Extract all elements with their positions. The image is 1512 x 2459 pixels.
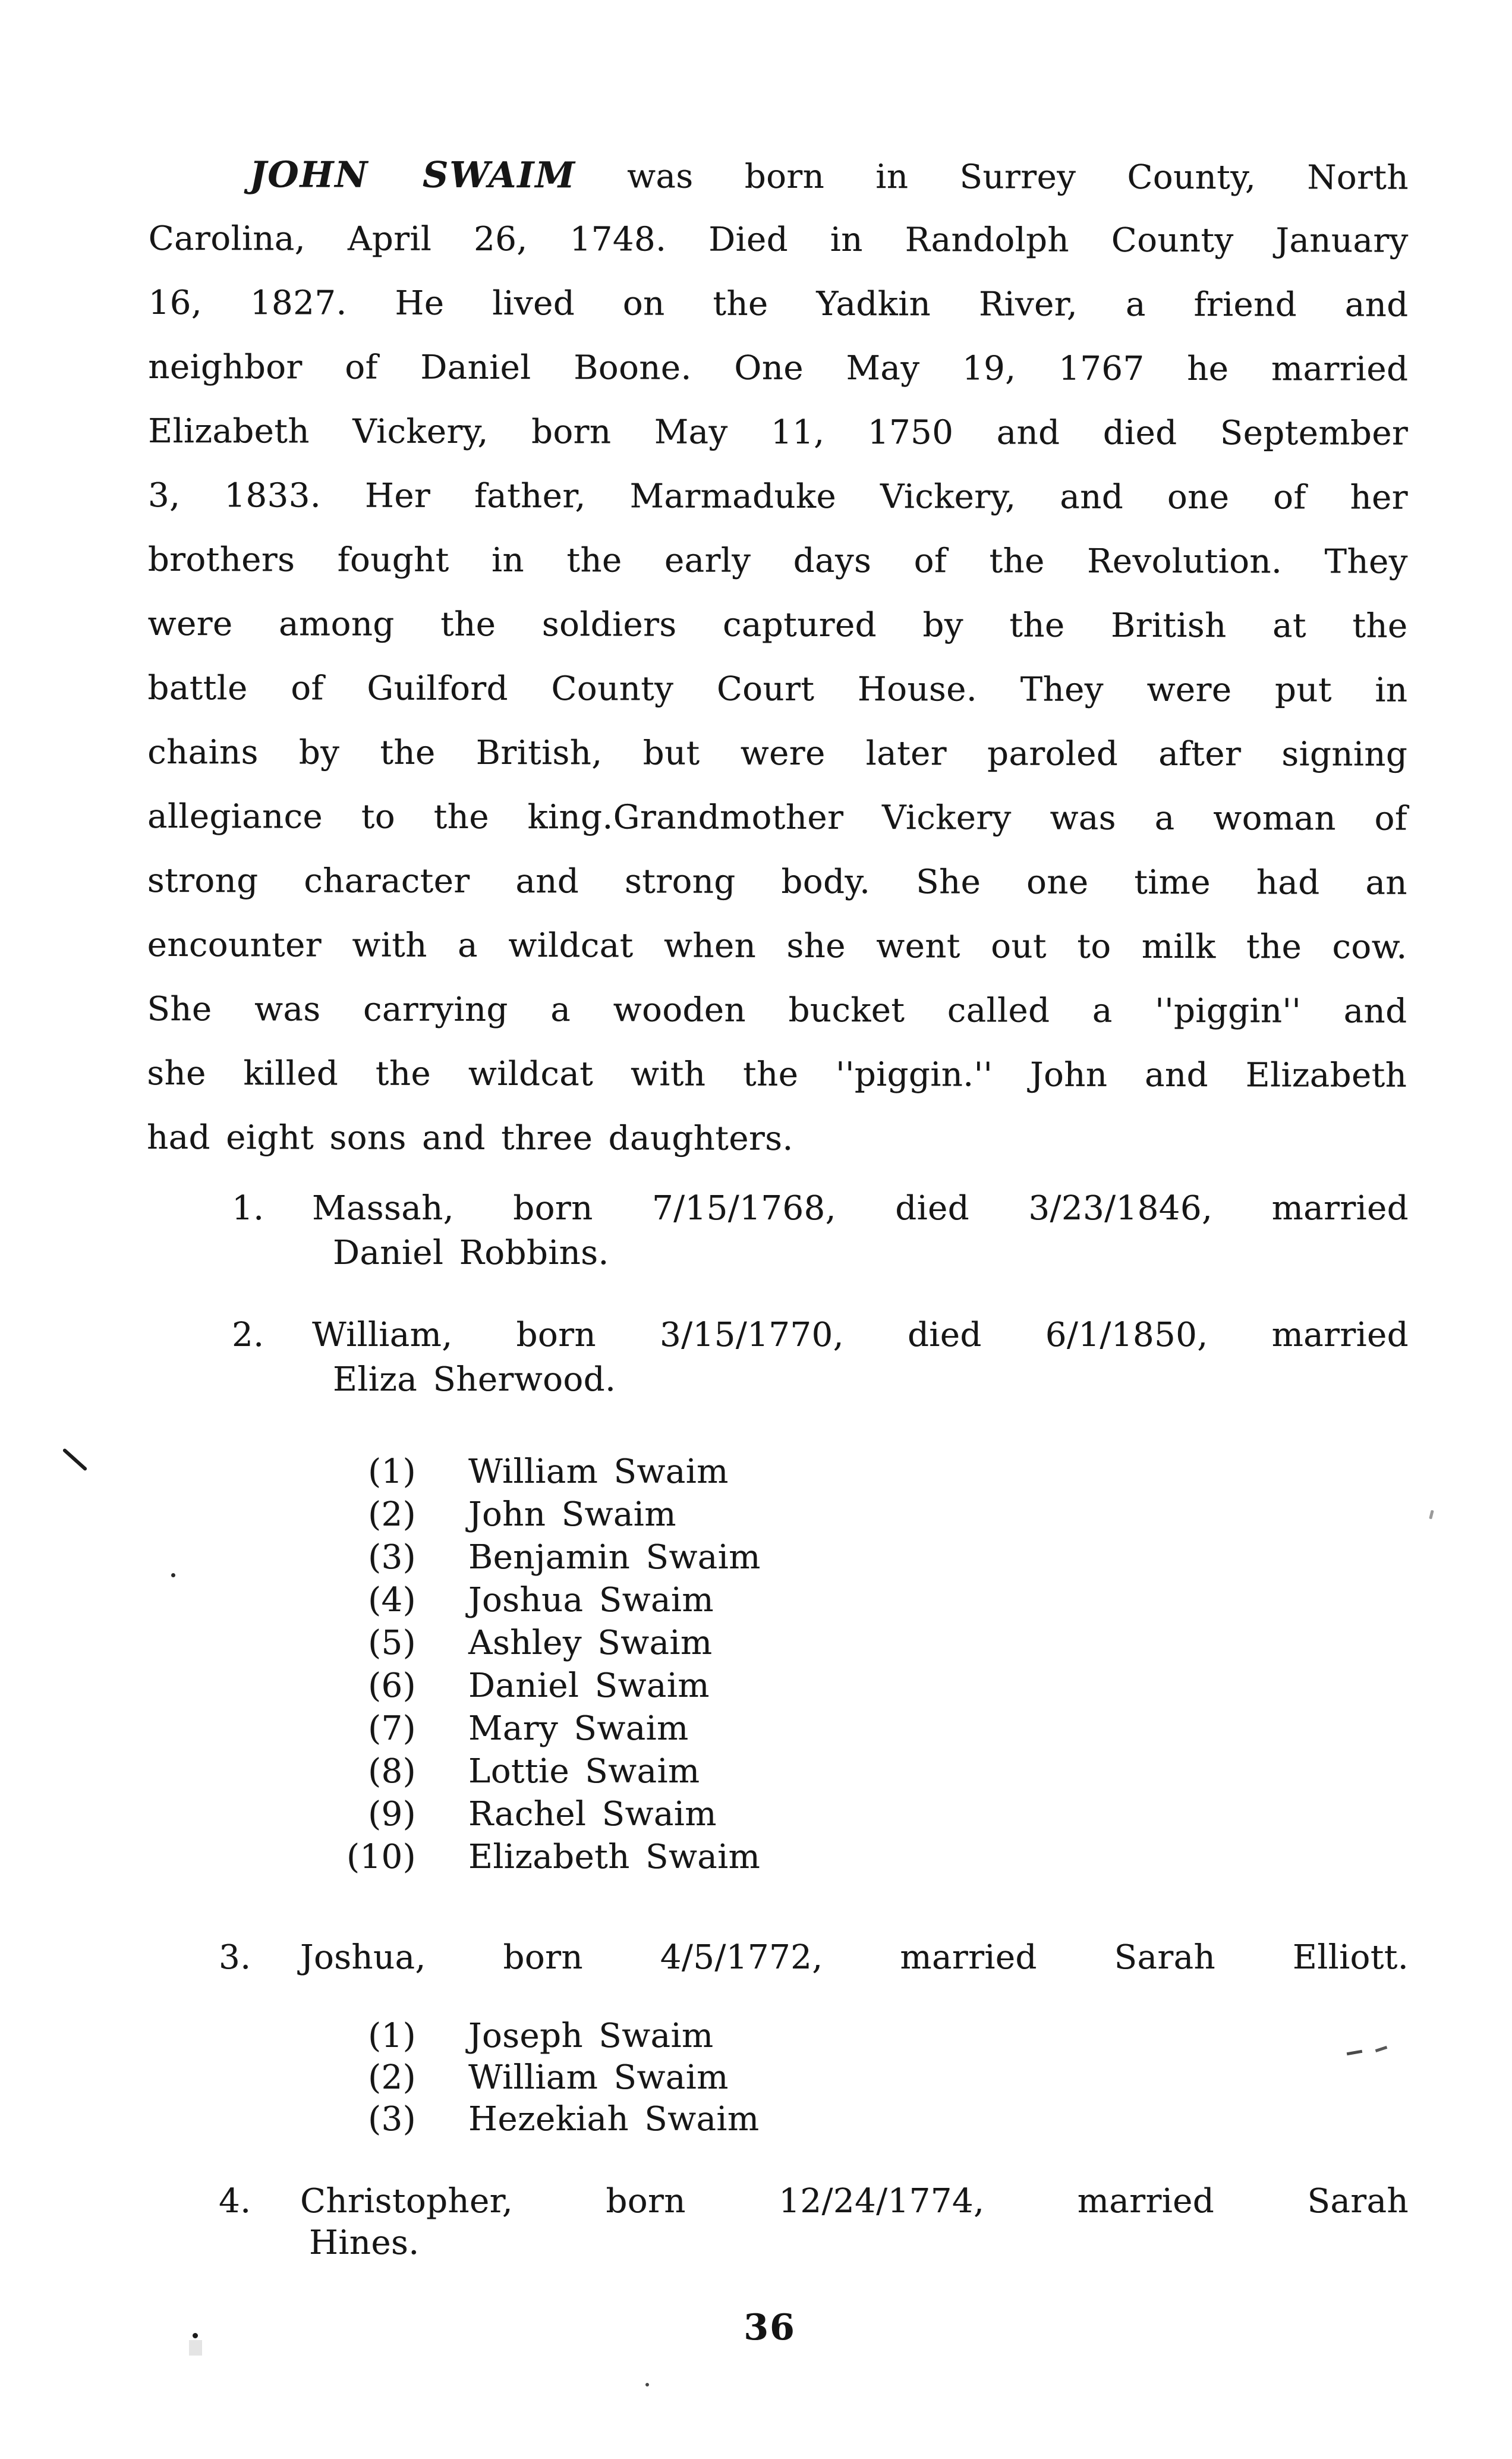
paragraph-line: Elizabeth Vickery, born May 11, 1750 and died September	[148, 411, 1409, 453]
grandchild-name: William Swaim	[468, 1452, 729, 1491]
scan-smudge	[189, 2340, 202, 2356]
paragraph-line: encounter with a wildcat when she went out to milk the cow.	[147, 925, 1407, 967]
paragraph-line: strong character and strong body. She one time had an	[147, 861, 1407, 903]
grandchild-number: (2)	[368, 2058, 416, 2097]
grandchild-name: Benjamin Swaim	[468, 1538, 761, 1577]
child-entry-joshua	[149, 1935, 1409, 1980]
paragraph-line: battle of Guilford County Court House. They were put in	[147, 668, 1408, 710]
grandchild-number: (9)	[368, 1795, 416, 1834]
grandchild-row	[149, 1665, 1409, 1708]
grandchild-row	[149, 1536, 1409, 1579]
grandchild-number: (6)	[368, 1666, 416, 1705]
stray-ink-dot	[193, 2333, 198, 2338]
paragraph-line-text: was born in Surrey County, North	[626, 157, 1409, 197]
child-text-line: Daniel Robbins.	[333, 1234, 609, 1272]
grandchildren-list-joshua	[149, 2015, 1409, 2140]
grandchild-row	[149, 1793, 1409, 1836]
grandchild-row	[149, 1451, 1409, 1493]
paragraph-line	[149, 143, 1409, 209]
child-entry-massah	[149, 1186, 1409, 1275]
grandchild-row	[149, 1493, 1409, 1536]
child-text-line: Joshua, born 4/5/1772, married Sarah Elliott.	[300, 1938, 1409, 1977]
child-number: 3.	[219, 1938, 251, 1977]
grandchild-number: (1)	[368, 1452, 416, 1491]
child-number: 1.	[232, 1189, 264, 1228]
paragraph-line: 3, 1833. Her father, Marmaduke Vickery, and one of her	[147, 476, 1409, 517]
biography-paragraph	[147, 143, 1409, 1172]
grandchild-number: (1)	[368, 2017, 416, 2055]
stray-ink-mark	[62, 1448, 88, 1471]
child-text-line: Christopher, born 12/24/1774, married Sarah	[300, 2182, 1409, 2221]
grandchild-number: (5)	[368, 1624, 416, 1662]
child-text-line: Eliza Sherwood.	[333, 1360, 616, 1399]
grandchild-name: Hezekiah Swaim	[468, 2100, 760, 2139]
paragraph-line: Carolina, April 26, 1748. Died in Randolph County January	[148, 219, 1409, 260]
grandchild-row	[149, 1750, 1409, 1793]
page-number: 36	[744, 2307, 796, 2348]
grandchild-number: (3)	[368, 1538, 416, 1577]
child-entry-william	[149, 1313, 1409, 1402]
child-text-line: Massah, born 7/15/1768, died 3/23/1846, married	[312, 1189, 1409, 1228]
grandchild-row	[149, 1708, 1409, 1750]
grandchild-number: (10)	[346, 1838, 416, 1876]
child-number: 4.	[219, 2182, 251, 2221]
child-text-line: William, born 3/15/1770, died 6/1/1850, married	[312, 1316, 1409, 1354]
stray-ink-dot	[171, 1573, 175, 1577]
child-number: 2.	[232, 1316, 264, 1354]
grandchild-number: (4)	[368, 1581, 416, 1620]
grandchild-row	[149, 1836, 1409, 1879]
grandchild-name: John Swaim	[468, 1495, 676, 1534]
grandchild-name: Daniel Swaim	[468, 1666, 710, 1705]
grandchildren-list-william	[149, 1451, 1409, 1879]
paragraph-line: brothers fought in the early days of the Revolution. They	[147, 540, 1408, 581]
grandchild-number: (8)	[368, 1752, 416, 1791]
person-name-heading: JOHN SWAIM	[249, 154, 576, 197]
grandchild-number: (7)	[368, 1709, 416, 1748]
stray-ink-mark	[1429, 1510, 1434, 1520]
paragraph-line: neighbor of Daniel Boone. One May 19, 1767 he married	[148, 347, 1409, 389]
paragraph-line: were among the soldiers captured by the British at the	[147, 604, 1408, 646]
child-text-line: Hines.	[309, 2224, 420, 2262]
stray-ink-dot	[645, 2383, 649, 2386]
paragraph-line: She was carrying a wooden bucket called a ''piggin'' and	[147, 989, 1407, 1031]
paragraph-line: chains by the British, but were later paroled after signing	[147, 732, 1408, 774]
grandchild-name: William Swaim	[468, 2058, 729, 2097]
grandchild-number: (2)	[368, 1495, 416, 1534]
child-entry-christopher	[149, 2181, 1409, 2264]
paragraph-line: 16, 1827. He lived on the Yadkin River, a friend and	[148, 283, 1409, 325]
grandchild-row	[149, 2015, 1409, 2057]
paragraph-line: she killed the wildcat with the ''piggin.'' John and Elizabeth	[147, 1054, 1407, 1095]
grandchild-name: Joseph Swaim	[468, 2017, 714, 2055]
grandchild-row	[149, 1622, 1409, 1665]
paragraph-line: had eight sons and three daughters.	[147, 1118, 793, 1158]
grandchild-row	[149, 2057, 1409, 2099]
grandchild-number: (3)	[368, 2100, 416, 2139]
grandchild-row	[149, 1579, 1409, 1622]
grandchild-name: Lottie Swaim	[468, 1752, 700, 1791]
grandchild-row	[149, 2099, 1409, 2140]
grandchild-name: Ashley Swaim	[468, 1624, 713, 1662]
grandchild-name: Elizabeth Swaim	[468, 1838, 761, 1876]
grandchild-name: Rachel Swaim	[468, 1795, 717, 1834]
grandchild-name: Joshua Swaim	[468, 1581, 714, 1620]
paragraph-line: allegiance to the king.Grandmother Vickery was a woman of	[147, 797, 1408, 838]
grandchild-name: Mary Swaim	[468, 1709, 689, 1748]
